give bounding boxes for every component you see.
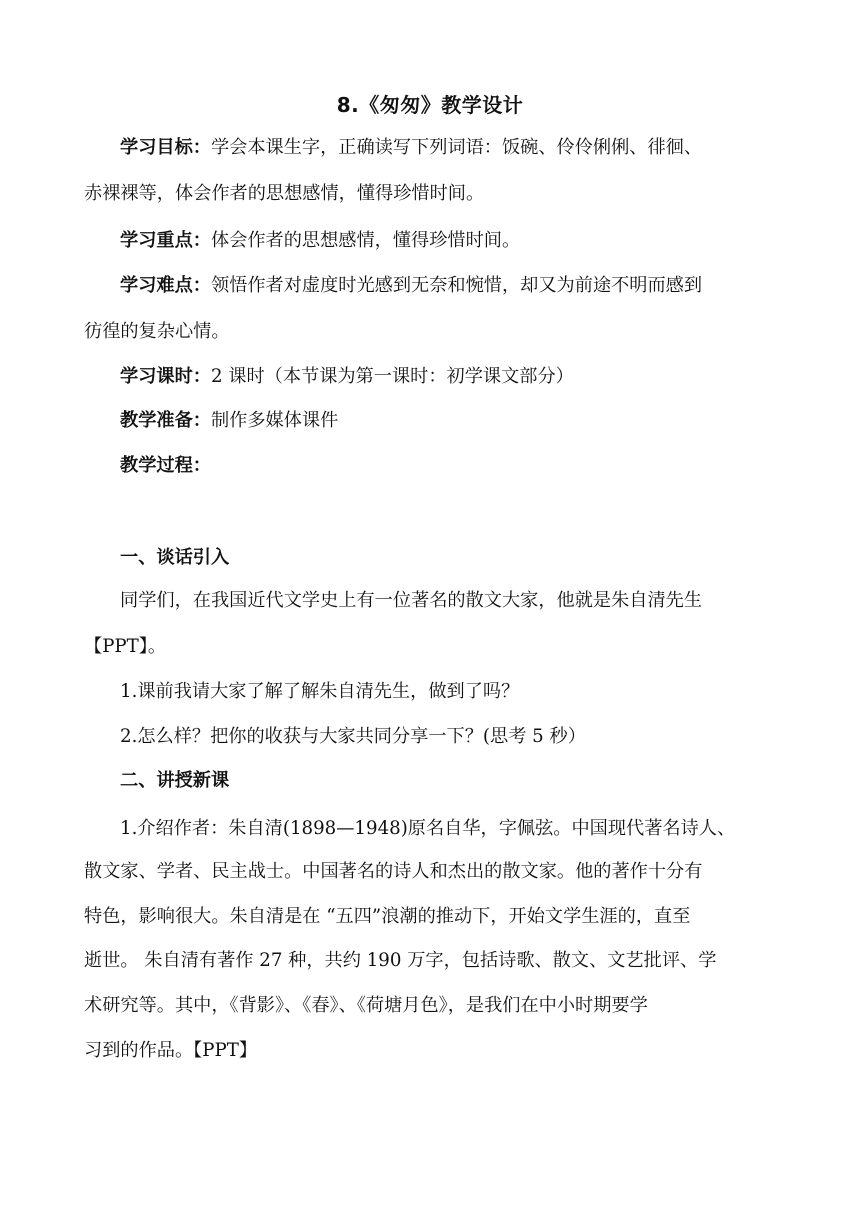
focus-label: 学习重点：: [120, 230, 211, 251]
document-title: 8.《匆匆》教学设计: [336, 93, 524, 117]
prep-text: 制作多媒体课件: [210, 410, 339, 431]
focus-text: 体会作者的思想感情，懂得珍惜时间。: [210, 230, 521, 251]
section1-item-2: 2.怎么样？把你的收获与大家共同分享一下？(思考 5 秒）: [120, 726, 586, 747]
section2-heading: 二、讲授新课: [120, 770, 230, 791]
goal-label: 学习目标：: [120, 137, 211, 158]
section1-para-2: 【PPT】。: [84, 636, 167, 657]
section2-line-6: 习到的作品。【PPT】: [84, 1040, 258, 1061]
goal-text-2: 赤裸裸等，体会作者的思想感情，懂得珍惜时间。: [84, 183, 485, 204]
prep-label: 教学准备：: [120, 410, 211, 431]
hours-text: 2 课时（本节课为第一课时：初学课文部分）: [210, 366, 574, 387]
difficulty-label: 学习难点：: [120, 275, 211, 296]
section2-line-4: 逝世。 朱自清有著作 27 种，共约 190 万字，包括诗歌、散文、文艺批评、学: [84, 950, 717, 971]
process-label: 教学过程：: [120, 455, 211, 476]
section1-para-1: 同学们，在我国近代文学史上有一位著名的散文大家，他就是朱自清先生: [120, 590, 703, 611]
difficulty-text-2: 彷徨的复杂心情。: [84, 321, 230, 342]
section2-line-5: 术研究等。其中，《背影》、《春》、《荷塘月色》，是我们在中小时期要学: [84, 995, 648, 1016]
hours-label: 学习课时：: [120, 366, 211, 387]
section1-item-1: 1.课前我请大家了解了解朱自清先生，做到了吗？: [120, 681, 520, 702]
prep-line: [120, 406, 784, 436]
section1-heading: 一、谈话引入: [120, 547, 230, 568]
goal-text-1: 学会本课生字，正确读写下列词语：饭碗、伶伶俐俐、徘徊、: [210, 137, 703, 158]
focus-line: [120, 226, 784, 256]
section2-line-1: 1.介绍作者：朱自清(1898—1948)原名自华，字佩弦。中国现代著名诗人、: [120, 818, 736, 839]
difficulty-text-1: 领悟作者对虚度时光感到无奈和惋惜，却又为前途不明而感到: [210, 275, 703, 296]
section2-line-3: 特色，影响很大。朱自清是在 “五四”浪潮的推动下，开始文学生涯的，直至: [84, 906, 691, 927]
goal-line-1: [120, 133, 784, 163]
difficulty-line-1: [120, 271, 784, 301]
process-line: [120, 451, 784, 481]
section2-line-2: 散文家、学者、民主战士。中国著名的诗人和杰出的散文家。他的著作十分有: [84, 861, 703, 882]
hours-line: [120, 362, 784, 392]
